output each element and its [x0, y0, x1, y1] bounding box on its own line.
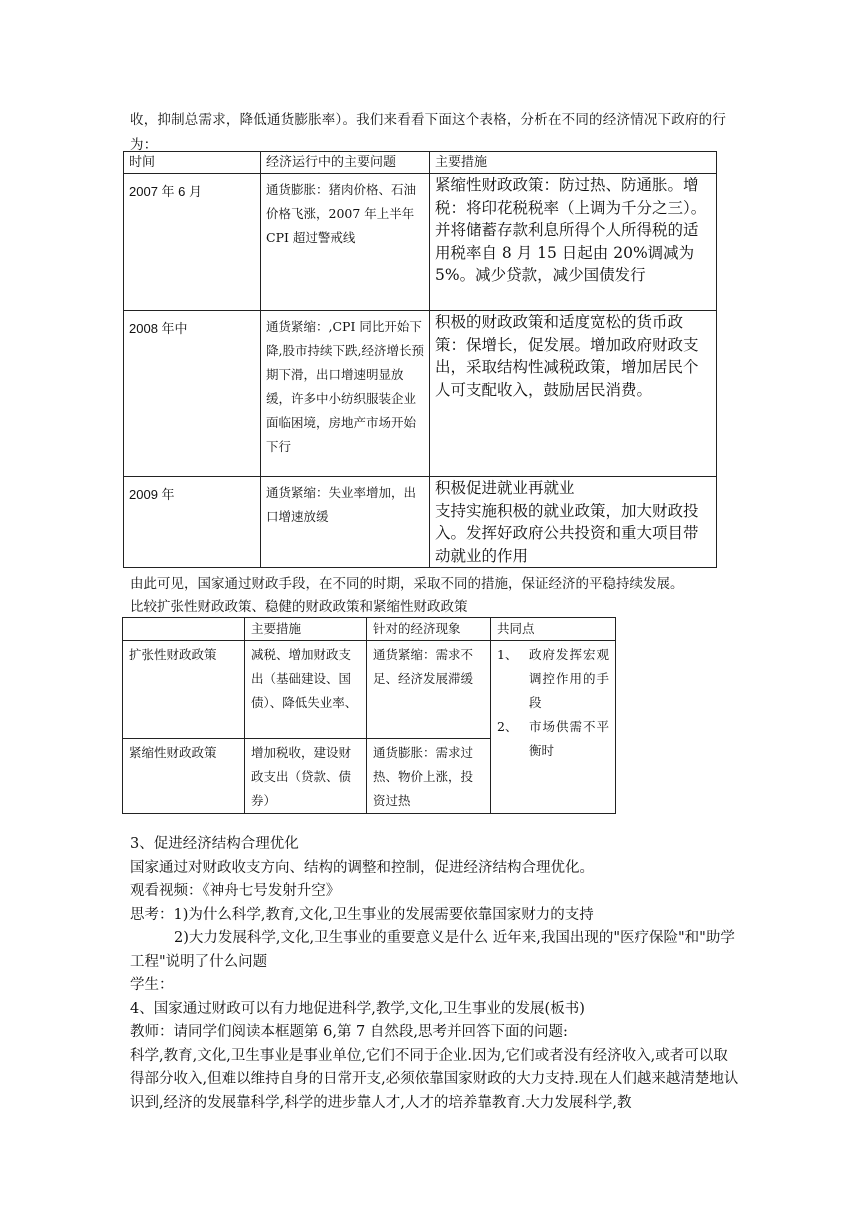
row-problem: 通货紧缩：,CPI 同比开始下降,股市持续下跌,经济增长预期下滑，出口增速明显放缓，许多中小纺织服装企业面临困境，房地产市场开始下行: [261, 311, 430, 477]
paragraph: 观看视频：《神舟七号发射升空》: [130, 883, 341, 899]
policy-measures: 减税、增加财政支出（基础建设、国债）、降低失业率、: [245, 641, 367, 739]
table-row: [124, 174, 717, 311]
header-common: 共同点: [491, 618, 616, 641]
paragraph: 教师：请同学们阅读本框题第 6,第 7 自然段,思考并回答下面的问题:: [130, 1024, 568, 1040]
paragraph: 国家通过对财政收支方向、结构的调整和控制，促进经济结构合理优化。: [130, 859, 594, 876]
header-measures: 主要措施: [430, 152, 717, 174]
common-points: [491, 641, 616, 814]
paragraph: 科学,教育,文化,卫生事业是事业单位,它们不同于企业.因为,它们或者没有经济收入,或者可以取得部分收入,但难以维持自身的日常开支,必须依靠国家财政的大力支持.现在人们越来越清楚地认识到,经济的发展靠科学,科学的进步靠人才,人才的培养靠教育.大力发展科学,教: [130, 1047, 739, 1111]
section-heading: 4、国家通过财政可以有力地促进科学,教学,文化,卫生事业的发展(板书): [130, 1000, 585, 1017]
table-row: [124, 311, 717, 477]
policy-phenomenon: 通货膨胀：需求过热、物价上涨，投资过热: [367, 739, 491, 814]
list-item: 2、 市场供需不平衡时: [497, 719, 609, 758]
policy-measures: 增加税收，建设财政支出（贷款、债券）: [245, 739, 367, 814]
row-time: 2007 年 6 月: [124, 174, 261, 311]
conclusion-paragraph: 由此可见，国家通过财政手段，在不同的时期，采取不同的措施，保证经济的平稳持续发展。: [130, 576, 684, 592]
row-problem: 通货膨胀：猪肉价格、石油价格飞涨，2007 年上半年 CPI 超过警戒线: [261, 174, 430, 311]
policy-name: 紧缩性财政政策: [123, 739, 245, 814]
list-item: 1、 政府发挥宏观调控作用的手段: [497, 647, 609, 710]
policy-comparison-table: [122, 617, 616, 814]
policy-name: 扩张性财政政策: [123, 641, 245, 739]
row-time: 2008 年中: [124, 311, 261, 477]
table-header-row: [123, 618, 616, 641]
header-main-measures: 主要措施: [245, 618, 367, 641]
section-heading: 3、促进经济结构合理优化: [130, 836, 299, 852]
body-section: [130, 833, 742, 1115]
header-time: 时间: [124, 152, 261, 174]
header-problem: 经济运行中的主要问题: [261, 152, 430, 174]
row-time: 2009 年: [124, 477, 261, 568]
table-header-row: [124, 152, 717, 174]
paragraph: 学生：: [130, 977, 174, 993]
row-problem: 通货紧缩：失业率增加，出口增速放缓: [261, 477, 430, 568]
intro-paragraph: 收，抑制总需求，降低通货膨胀率）。我们来看看下面这个表格，分析在不同的经济情况下政府的行为：: [130, 112, 727, 153]
header-blank: [123, 618, 245, 641]
row-measures: 积极的财政政策和适度宽松的货币政策：保增长，促发展。增加政府财政支出，采取结构性减税政策，增加居民个人可支配收入，鼓励居民消费。: [430, 311, 717, 477]
row-measures: 紧缩性财政政策：防过热、防通胀。增税：将印花税税率（上调为千分之三）。 并将储蓄存款利息所得个人所得税的适用税率自 8 月 15 日起由 20%调减为 5%。减少贷款，减少国债发行: [430, 174, 717, 311]
paragraph: 思考：1)为什么科学,教育,文化,卫生事业的发展需要依靠国家财力的支持: [130, 906, 594, 923]
header-phenomenon: 针对的经济现象: [367, 618, 491, 641]
compare-title: 比较扩张性财政政策、稳健的财政政策和紧缩性财政政策: [130, 599, 468, 615]
table-row: [124, 477, 717, 568]
paragraph: 2)大力发展科学,文化,卫生事业的重要意义是什么 近年来,我国出现的"医疗保险"和"助学工程"说明了什么问题: [130, 930, 735, 970]
row-measures: 积极促进就业再就业 支持实施积极的就业政策，加大财政投入。发挥好政府公共投资和重大项目带动就业的作用: [430, 477, 717, 568]
policy-phenomenon: 通货紧缩：需求不足、经济发展滞缓: [367, 641, 491, 739]
economic-measures-table: [123, 151, 717, 568]
table-row: [123, 641, 616, 739]
